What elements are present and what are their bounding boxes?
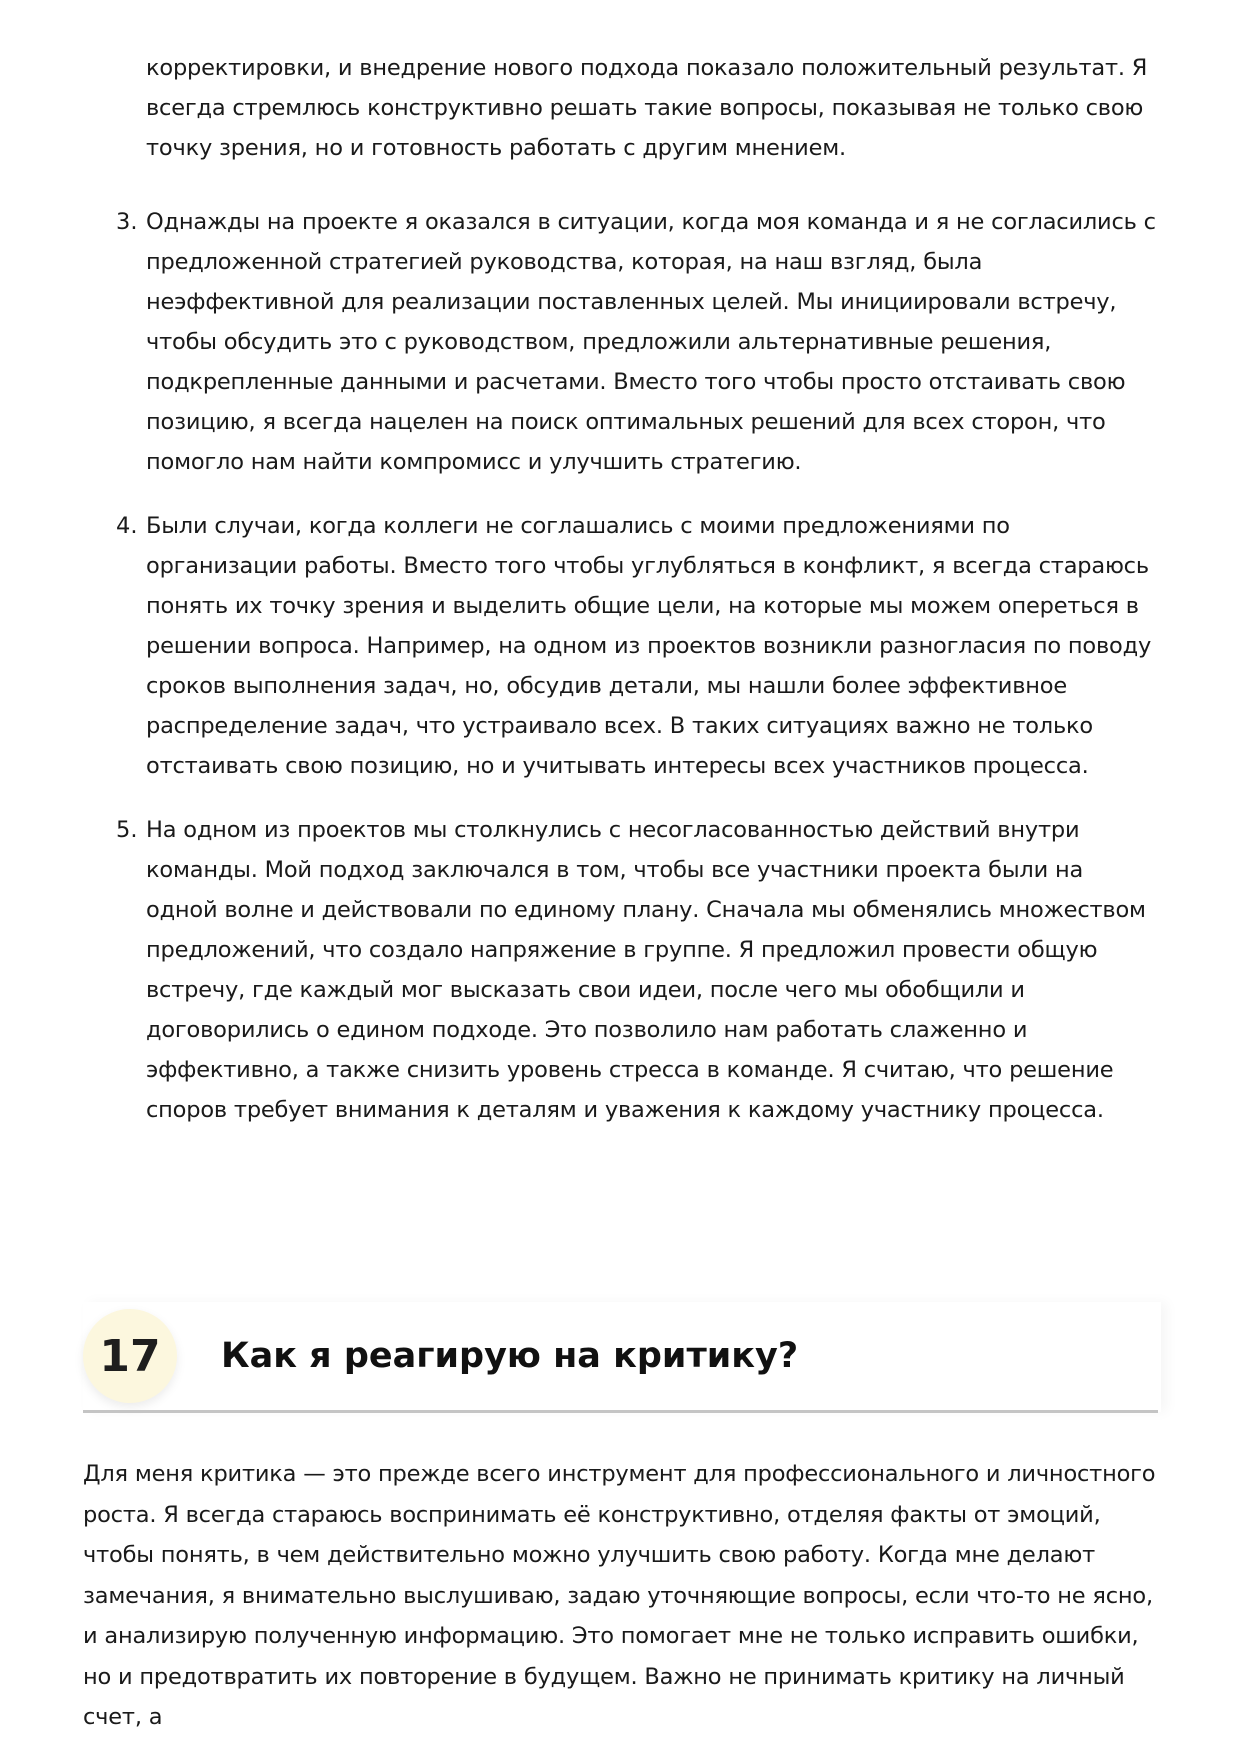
list-item-number-5: 5.	[116, 817, 138, 843]
list-item-3-text: Однажды на проекте я оказался в ситуации, когда моя команда и я не согласились с предложенной стратегией руководства, которая, на наш взгляд, была неэффективной для реализации поставленных целей. Мы инициировали встречу, чтобы обсудить это с руководством, предложили альтернативные решения, подкрепленные данными и расчетами. Вместо того чтобы просто отстаивать свою позицию, я всегда нацелен на поиск оптимальных решений для всех сторон, что помогло нам найти компромисс и улучшить стратегию.	[146, 209, 1156, 475]
list-item-number-4: 4.	[116, 513, 138, 539]
list-item-5-text: На одном из проектов мы столкнулись с несогласованностью действий внутри команды. Мой подход заключался в том, чтобы все участники проекта были на одной волне и действовали по единому плану. Сначала мы обменялись множеством предложений, что создало напряжение в группе. Я предложил провести общую встречу, где каждый мог высказать свои идеи, после чего мы обобщили и договорились о едином подходе. Это позволило нам работать слаженно и эффективно, а также снизить уровень стресса в команде. Я считаю, что решение споров требует внимания к деталям и уважения к каждому участнику процесса.	[146, 817, 1146, 1123]
section-divider	[83, 1410, 1158, 1413]
section-number-badge: 17	[83, 1309, 177, 1403]
list-item-4-text: Были случаи, когда коллеги не соглашались с моими предложениями по организации работы. Вместо того чтобы углубляться в конфликт, я всегда стараюсь понять их точку зрения и выделить общие цели, на которые мы можем опереться в решении вопроса. Например, на одном из проектов возникли разногласия по поводу сроков выполнения задач, но, обсудив детали, мы нашли более эффективное распределение задач, что устраивало всех. В таких ситуациях важно не только отстаивать свою позицию, но и учитывать интересы всех участников процесса.	[146, 513, 1152, 779]
section-header	[83, 1302, 1161, 1412]
section-title: Как я реагирую на критику?	[221, 1336, 799, 1376]
list-item-continuation: корректировки, и внедрение нового подхода показало положительный результат. Я всегда стремлюсь конструктивно решать такие вопросы, показывая не только свою точку зрения, но и готовность работать с другим мнением.	[146, 55, 1148, 161]
list-item-number-3: 3.	[116, 209, 138, 235]
section-body-paragraph: Для меня критика — это прежде всего инструмент для профессионального и личностного роста. Я всегда стараюсь воспринимать её конструктивно, отделяя факты от эмоций, чтобы понять, в чем действительно можно улучшить свою работу. Когда мне делают замечания, я внимательно выслушиваю, задаю уточняющие вопросы, если что-то не ясно, и анализирую полученную информацию. Это помогает мне не только исправить ошибки, но и предотвратить их повторение в будущем. Важно не принимать критику на личный счет, а	[83, 1461, 1156, 1730]
